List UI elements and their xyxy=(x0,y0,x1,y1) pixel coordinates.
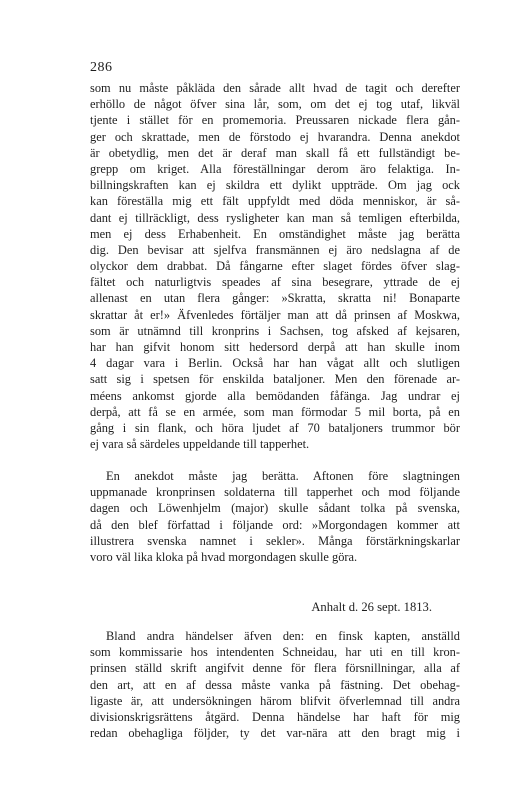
text-line: divisionskrigsrättens åtgärd. Denna händelse har haft för mig xyxy=(90,709,460,724)
paragraph-2 xyxy=(90,468,460,565)
text-line: billningskraften kan ej skildra ett dylikt uppträde. Om jag ock xyxy=(90,178,460,193)
text-line: méens ankomst gjorde alla bemödanden fåfänga. Jag undrar ej xyxy=(90,388,460,403)
dateline: Anhalt d. 26 sept. 1813. xyxy=(311,600,432,614)
text-line: som nu måste påkläda den sårade allt hvad de tagit och derefter xyxy=(90,81,460,95)
page-number: 286 xyxy=(90,60,113,75)
text-line: gång i sin flank, och höra ljudet af 70 bataljoners trummor bör xyxy=(90,420,460,435)
text-line: En anekdot måste jag berätta. Aftonen före slagtningen xyxy=(106,469,460,483)
text-line: derpå, att få se en armée, som man förmodar 5 mil borta, på en xyxy=(90,404,460,419)
text-line: då den blef författad i följande ord: »Morgondagen kommer att xyxy=(90,517,460,532)
paragraph-1 xyxy=(90,80,460,452)
text-line: kan föreställa mig ett fält uppfyldt med döda menniskor, är så- xyxy=(90,194,460,209)
text-line: olyckor dem drabbat. Då fångarne efter slaget fördes öfver slag- xyxy=(90,259,460,274)
text-line: ger och skrattade, men de förstodo ej hvarandra. Denna anekdot xyxy=(90,129,460,144)
text-line: den art, att en af dessa måste vanka på fästning. Det obehag- xyxy=(90,677,460,692)
text-line: erhöllo de något öfver sina lår, som, om det ej tog utaf, likväl xyxy=(90,97,460,112)
text-line: har han gifvit honom sitt hedersord derpå att han skulle inom xyxy=(90,340,460,354)
text-line: skrattar åt er!» Äfvenledes förtäljer man att då prinsen af Moskwa, xyxy=(90,307,460,322)
text-line: ej vara så särdeles uppeldande till tapperhet. xyxy=(90,437,310,452)
text-line: redan obehagliga följder, ty det var-nära att den bragt mig i xyxy=(90,726,460,741)
text-line: satt sig i spetsen för enskilda bataljoner. Men den förenade ar- xyxy=(90,372,460,387)
text-line: ligaste är, att undersökningen härom blifvit öfverlemnad till andra xyxy=(90,693,460,708)
text-line: dant ej tillräckligt, dess rysligheter kan man så temligen efterbilda, xyxy=(90,210,460,225)
text-line: Bland andra händelser äfven den: en finsk kapten, anställd xyxy=(106,629,460,643)
text-line: illustrera svenska namnet i sekler». Många förstärkningskarlar xyxy=(90,533,460,548)
text-line: fältet och naturligtvis speades af sina besegrare, yttrade de ej xyxy=(90,275,460,290)
text-line: uppmanade kronprinsen soldaterna till tapperhet och mod följande xyxy=(90,485,460,500)
text-line: voro väl lika kloka på hvad morgondagen skulle göra. xyxy=(90,549,358,564)
text-line: dagen och Löwenhjelm (major) skulle sådant tolka på svenska, xyxy=(90,501,460,516)
text-line: grepp om kriget. Alla föreställningar derom äro felaktiga. In- xyxy=(90,161,460,176)
text-line: är obetydlig, men det är deraf man skall få ett fullständigt be- xyxy=(90,145,460,160)
text-line: men ej dess Erhabenheit. En omständighet måste jag berätta xyxy=(90,226,460,241)
text-line: som kommissarie hos intendenten Schneidau, har uti en till kron- xyxy=(90,645,460,660)
text-line: som är utnämnd till kronprins i Sachsen, tog afsked af kejsaren, xyxy=(90,323,460,338)
text-line: prinsen ställd skrift angifvit denne för flera försnillningar, alla af xyxy=(90,661,460,676)
text-line: dig. Den bevisar att sjelfva fransmännen ej äro nedslagna af de xyxy=(90,242,460,257)
text-line: tjente i stället för en promemoria. Preussaren nickade flera gån- xyxy=(90,113,460,128)
paragraph-3 xyxy=(90,628,460,741)
text-line: 4 dagar vara i Berlin. Också har han vågat allt och slutligen xyxy=(90,356,460,371)
text-line: allenast en utan flera gånger: »Skratta, skratta ni! Bonaparte xyxy=(90,291,460,306)
